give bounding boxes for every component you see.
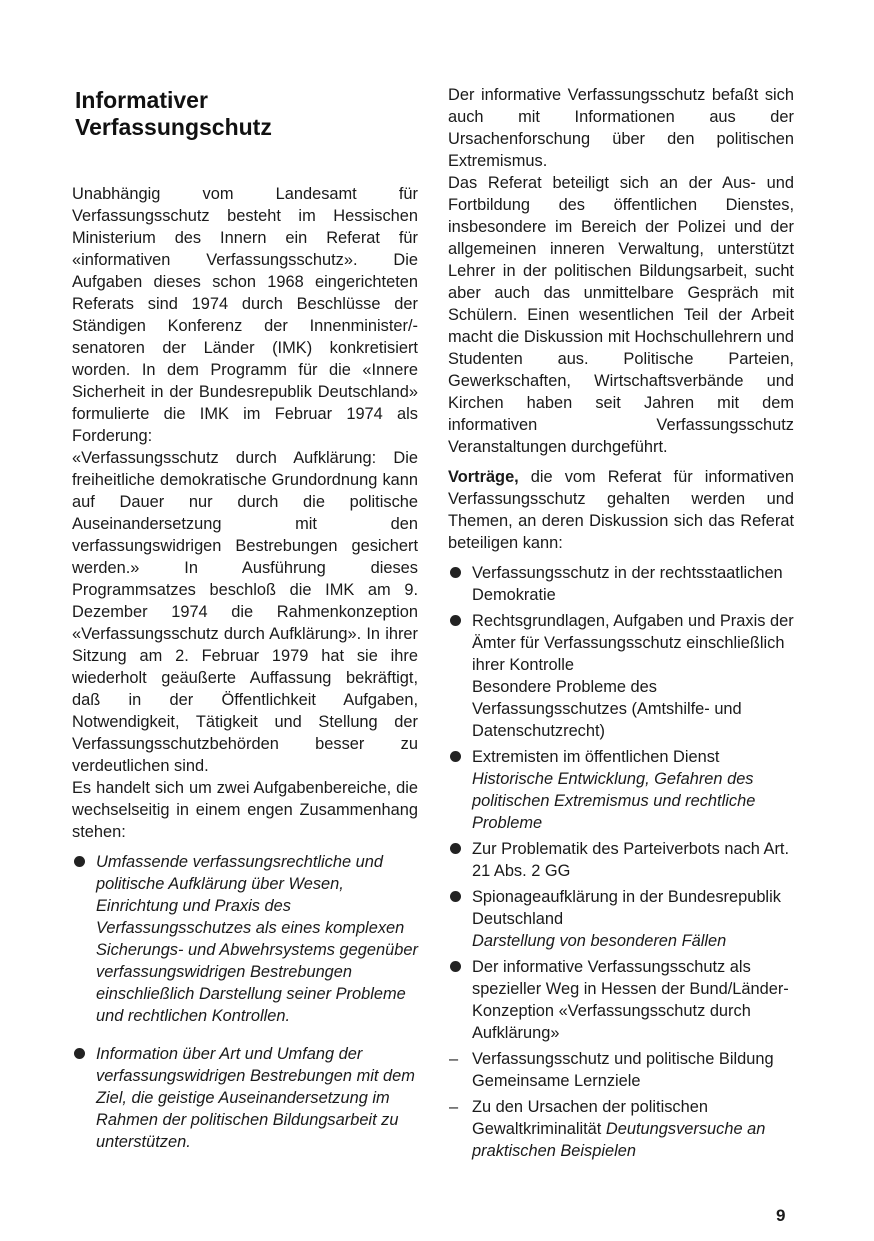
list-item-text: Zur Problematik des Parteiverbots nach Art. 21 Abs. 2 GG	[472, 840, 790, 880]
list-item-italic: Deutungsversuche an praktischen Beispielen	[472, 1120, 766, 1160]
bullet-icon	[450, 891, 461, 902]
dash-icon: –	[449, 1050, 459, 1068]
lectures-paragraph	[448, 466, 794, 554]
list-item-italic: Historische Entwicklung, Gefahren des politischen Extremismus und rechtliche Probleme	[472, 770, 756, 832]
page-title	[75, 87, 418, 141]
quote-paragraph: «Verfassungsschutz durch Aufklärung: Die freiheitliche demokratische Grundordnung kann auf Dauer nur durch die politische Auseinandersetzung mit den verfassungswidrigen Bestrebungen gesichert werden.» In Ausführung dieses Programmsatzes beschloß die IMK am 9. Dezember 1974 die Rahmenkonzeption «Verfassungsschutz durch Aufklärung». In ihrer Sitzung am 2. Februar 1979 hat sie ihre wiederholt geäußerte Auffassung bekräftigt, daß in der Öffentlichkeit Aufgaben, Notwendigkeit, Tätigkeit und Stellung der Verfassungsschutzbehörden besser zu verdeutlichen sind.	[72, 449, 418, 775]
bullet-icon	[450, 567, 461, 578]
left-column	[72, 84, 418, 1169]
bullet-icon	[74, 1048, 85, 1059]
bullet-icon	[450, 615, 461, 626]
list-item-text: Verfassungsschutz und politische Bildung Gemeinsame Lernziele	[472, 1050, 774, 1090]
list-item-italic: Darstellung von besonderen Fällen	[472, 932, 727, 950]
tasks-paragraph: Es handelt sich um zwei Aufgabenbereiche, die wechselseitig in einem engen Zusammenhang stehen:	[72, 779, 418, 841]
list-item-subtext: Besondere Probleme des Verfassungsschutzes (Amtshilfe- und Datenschutzrecht)	[472, 678, 742, 740]
list-item	[448, 956, 794, 1044]
research-paragraph: Der informative Verfassungsschutz befaßt sich auch mit Informationen aus der Ursachenforschung über den politischen Extremismus.	[448, 86, 794, 170]
bullet-icon	[74, 856, 85, 867]
lectures-label: Vorträge,	[448, 468, 519, 486]
list-item-text: Umfassende verfassungsrechtliche und politische Aufklärung über Wesen, Einrichtung und Praxis des Verfassungsschutzes als eines komplexen Sicherungs- und Abwehrsystems gegenüber verfassungswidrigen Bestrebungen einschließlich Darstellung seiner Probleme und rechtlichen Kontrollen.	[96, 853, 418, 1025]
bullet-icon	[450, 843, 461, 854]
lectures-text: die vom Referat für informativen Verfassungsschutz gehalten werden und Themen, an deren Diskussion sich das Referat beteiligen kann:	[448, 468, 794, 552]
list-item	[72, 1043, 418, 1153]
list-item	[72, 851, 418, 1027]
list-item	[448, 746, 794, 834]
training-paragraph: Das Referat beteiligt sich an der Aus- und Fortbildung des öffentlichen Dienstes, insbesondere im Bereich der Polizei und der allgemeinen inneren Verwaltung, unterstützt Lehrer in der politischen Bildungsarbeit, sucht aber auch das unmittelbare Gespräch mit Schülern. Einen wesentlichen Teil der Arbeit macht die Diskussion mit Hochschullehrern und Studenten aus. Politische Parteien, Gewerkschaften, Wirtschaftsverbände und Kirchen haben seit Jahren mit dem informativen Verfassungsschutz Veranstaltungen durchgeführt.	[448, 174, 794, 456]
list-item	[448, 1048, 794, 1092]
tasks-list	[72, 851, 418, 1153]
bullet-icon	[450, 961, 461, 972]
title-line-1: Informativer	[75, 87, 208, 113]
right-column	[448, 84, 794, 1166]
list-item-text: Verfassungsschutz in der rechtsstaatlichen Demokratie	[472, 564, 783, 604]
list-item	[448, 562, 794, 606]
list-item-text: Zu den Ursachen der politischen Gewaltkriminalität	[472, 1098, 708, 1138]
list-item	[448, 610, 794, 742]
list-item	[448, 838, 794, 882]
list-item-text: Extremisten im öffentlichen Dienst	[472, 748, 720, 766]
bullet-icon	[450, 751, 461, 762]
dash-icon: –	[449, 1098, 459, 1116]
list-item-text: Spionageaufklärung in der Bundesrepublik Deutschland	[472, 888, 781, 928]
page-number: 9	[776, 1206, 786, 1225]
topics-list	[448, 562, 794, 1162]
list-item	[448, 1096, 794, 1162]
intro-paragraph: Unabhängig vom Landesamt für Verfassungsschutz besteht im Hessischen Ministerium des Innern ein Referat für «informativen Verfassungsschutz». Die Aufgaben dieses schon 1968 eingerichteten Referats sind 1974 durch Beschlüsse der Ständigen Konferenz der Innenminister/-senatoren der Länder (IMK) konkretisiert worden. In dem Programm für die «Innere Sicherheit in der Bundesrepublik Deutschland» formulierte die IMK im Februar 1974 als Forderung:	[72, 185, 418, 445]
title-line-2: Verfassungschutz	[75, 114, 272, 140]
list-item	[448, 886, 794, 952]
list-item-text: Rechtsgrundlagen, Aufgaben und Praxis der Ämter für Verfassungsschutz einschließlich ihrer Kontrolle	[472, 612, 794, 674]
list-item-text: Der informative Verfassungsschutz als spezieller Weg in Hessen der Bund/Länder-Konzeption «Verfassungsschutz durch Aufklärung»	[472, 958, 789, 1042]
list-item-text: Information über Art und Umfang der verfassungswidrigen Bestrebungen mit dem Ziel, die geistige Auseinandersetzung im Rahmen der politischen Bildungsarbeit zu unterstützen.	[96, 1045, 415, 1151]
